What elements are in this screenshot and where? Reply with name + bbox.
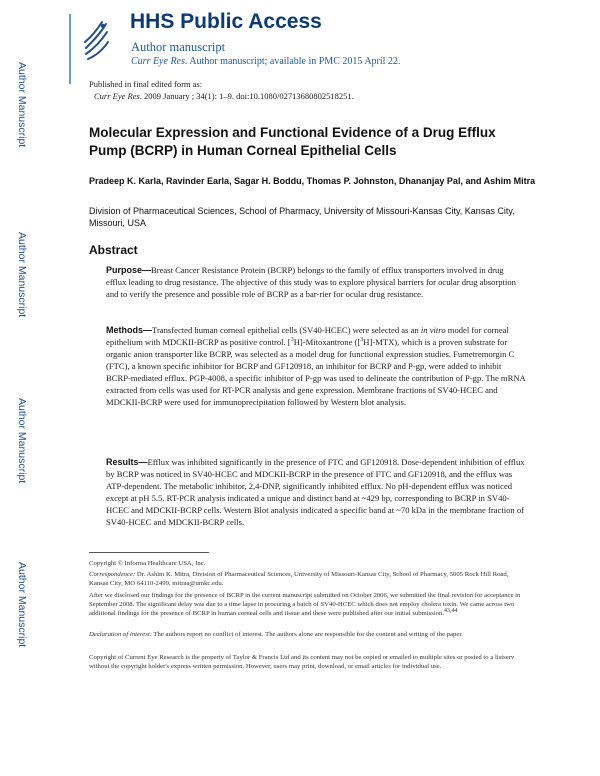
abstract-methods — [106, 324, 526, 408]
hhs-eagle-logo-icon — [82, 18, 110, 62]
correspondence-label: Correspondence: — [89, 571, 136, 578]
published-label: Published in final edited form as: — [89, 79, 203, 89]
results-text: Efflux was inhibited significantly in the presence of FTC and GF120918. Dose-dependent inhibition of efflux by BCRP was noticed in SV40-HCEC and MDCKII-BCRP in the presence of FTC and GF120918, and the efflux was ATP-dependent. The metabolic inhibitor, 2,4-DNP, significantly inhibited efflux. No pH-dependent efflux was noticed except at pH 5.5. RT-PCR analysis indicated a unique and distinct band at ~429 bp, corresponding to BCRP in SV40-HCEC and MDCKII-BCRP cells. Western Blot analysis indicated a specific band at ~70 kDa in the membrane fraction of SV40-HCEC and MDCKII-BCRP cells. — [106, 457, 525, 527]
journal-name: Curr Eye Res — [131, 56, 185, 67]
hhs-public-access-title: HHS Public Access — [130, 10, 322, 33]
footnote-license: Copyright of Current Eye Research is the property of Taylor & Francis Ltd and its content may not be copied or emailed to multiple sites or posted to a listserv without the copyright holder's express written permission. However, users may print, download, or email articles for individual use. — [89, 654, 515, 670]
article-title: Molecular Expression and Functional Evidence of a Drug Efflux Pump (BCRP) in Human Corneal Epithelial Cells — [89, 125, 496, 158]
methods-superscript: 3 — [290, 337, 294, 344]
footnote-correspondence — [89, 570, 529, 588]
sidebar — [0, 0, 40, 776]
abstract-results — [106, 456, 526, 528]
purpose-label: Purpose— — [106, 265, 152, 275]
sidebar-author-manuscript-label: Author Manuscript — [16, 562, 28, 648]
interest-label: Declaration of interest: — [89, 631, 152, 638]
author-affiliation: Division of Pharmaceutical Sciences, School of Pharmacy, University of Missouri-Kansas City, Kansas City, Missouri, USA — [89, 206, 515, 228]
methods-text: model for corneal epithelium with MDCKII-BCRP as positive control. [ — [106, 325, 509, 347]
disclosure-refs: 43,44 — [444, 607, 458, 614]
citation-text: . 2009 January ; 34(1): 1–9. doi:10.1080/02713680802518251. — [139, 90, 354, 101]
author-list: Pradeep K. Karla, Ravinder Earla, Sagar H. Boddu, Thomas P. Johnston, Dhananjay Pal, and Ashim Mitra — [89, 176, 536, 186]
footnote-disclosure — [89, 591, 529, 618]
journal-availability-line — [131, 56, 400, 67]
purpose-text: Breast Cancer Resistance Protein (BCRP) belongs to the family of efflux transporters involved in drug efflux leading to drug resistance. The objective of this study was to explore physical barriers for ocular drug absorption and to verify the presence and possible role of BCRP as a bar-rier for ocular drug resistance. — [106, 265, 516, 299]
sidebar-author-manuscript-label: Author Manuscript — [16, 232, 28, 318]
publication-info — [89, 79, 354, 102]
header-divider — [69, 14, 71, 84]
methods-superscript: 3 — [360, 337, 364, 344]
methods-label: Methods— — [106, 325, 152, 335]
footnote-divider — [89, 552, 209, 553]
disclosure-text: After we disclosed our findings for the presence of BCRP in the current manuscript submitted on October 2006, we submitted the final revision for acceptance in September 2008. The significant delay was due to a time lapse in procuring a batch of SV40-HCEC which does not employ cholera toxin. We came across two additional findings for the presence of BCRP in human corneal cells and tissue and these were published after our initial submission. — [89, 592, 521, 617]
footnote-copyright: Copyright © Informa Healthcare USA, Inc. — [89, 560, 206, 567]
interest-text: The authors report no conflict of interest. The authors alone are responsible for the content and writing of the paper. — [151, 631, 463, 638]
methods-italic-text: in vitro — [420, 325, 446, 335]
results-label: Results— — [106, 457, 148, 467]
methods-text: H]-Mitoxantrone ([ — [293, 337, 361, 347]
abstract-heading: Abstract — [89, 243, 138, 257]
methods-text: H]-MTX), which is a proven substrate for organic anion transporter like BCRP, was selected as a model drug for functional expression studies. Fumetremorgin C (FTC), a known specific inhibitor for BCRP and GF120918, an inhibitor for BCRP and P-gp, were added to inhibit BCRP-mediated efflux. PGP-4008, a specific inhibitor of P-gp was used to delineate the contribution of P-gp. The mRNA extracted from cells was used for RT-PCR analysis and gene expression. Membrane fractions of SV40-HCEC and MDCKII-BCRP were used for immunoprecipitation followed by Western blot analysis. — [106, 337, 526, 407]
author-manuscript-label: Author manuscript — [131, 40, 226, 54]
footnote-interest — [89, 630, 529, 639]
correspondence-text: Dr. Ashim K. Mitra, Division of Pharmaceutical Sciences, University of Missouri-Kansas City, School of Pharmacy, 5005 Rock Hill Road, Kansas City, MO 64110-2499. mitraa@umkc.edu. — [89, 571, 509, 587]
abstract-purpose — [106, 264, 526, 300]
sidebar-author-manuscript-label: Author Manuscript — [16, 398, 28, 484]
citation-journal: Curr Eye Res — [94, 90, 140, 101]
methods-text: Transfected human corneal epithelial cells (SV40-HCEC) were selected as an — [152, 325, 421, 335]
availability-text: . Author manuscript; available in PMC 2015 April 22. — [184, 56, 401, 67]
sidebar-author-manuscript-label: Author Manuscript — [16, 62, 28, 148]
